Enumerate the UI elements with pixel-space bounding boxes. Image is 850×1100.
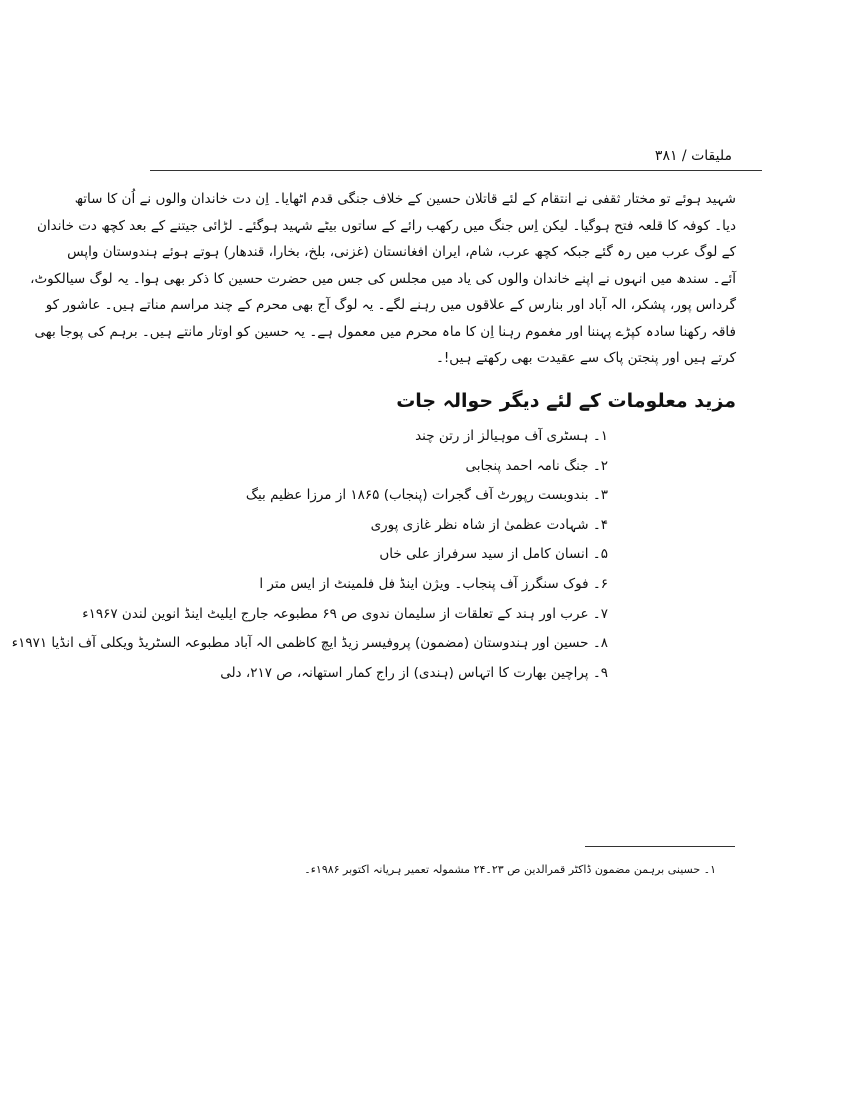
body-line: کرتے ہیں اور پنجتن پاک سے عقیدت بھی رکھتے ہیں!۔ [435, 350, 736, 366]
reference-item: ۴۔ شہادت عظمیٰ از شاہ نظر غازی پوری [370, 516, 608, 533]
body-line: گرداس پور، پشکر، الہ آباد اور بنارس کے علاقوں میں رہنے لگے۔ یہ لوگ آج بھی محرم کے چند مراسم مناتے ہیں۔ عاشور کو [45, 297, 736, 313]
footnote: ۱۔ حسینی برہمن مضمون ڈاکٹر قمرالدین ص ۲۳۔۲۴ مشمولہ تعمیر ہریانہ اکتوبر ۱۹۸۶ء۔ [304, 863, 716, 876]
reference-item: ۱۔ ہسٹری آف موہیالز از رتن چند [415, 428, 608, 444]
running-header: ملیقات / ۳۸۱ [654, 148, 732, 164]
reference-item: ۸۔ حسین اور ہندوستان (مضمون) پروفیسر زیڈ ایچ کاظمی الہ آباد مطبوعہ السٹریڈ ویکلی آف انڈیا ۱۹۷۱ء [11, 635, 608, 652]
body-line: فاقہ رکھنا سادہ کپڑے پہننا اور مغموم رہنا اِن کا ماہ محرم میں معمول ہے۔ یہ حسین کو اوتار مانتے ہیں۔ برہم کی پوجا بھی [34, 323, 736, 340]
footnote-rule [585, 846, 735, 847]
references-heading: مزید معلومات کے لئے دیگر حوالہ جات [396, 390, 736, 412]
reference-item: ۶۔ فوک سنگرز آف پنجاب۔ ویژن اینڈ فل فلمینٹ از ایس متر ا [259, 575, 608, 592]
header-rule [150, 170, 762, 171]
body-line: کے لوگ عرب میں رہ گئے جبکہ کچھ عرب، شام، ایران افغانستان (غزنی، بلخ، بخارا، قندھار) ہوتے ہوئے ہندوستان واپس [67, 244, 736, 260]
reference-item: ۳۔ بندوبست رپورٹ آف گجرات (پنجاب) ۱۸۶۵ از مرزا عظیم بیگ [245, 487, 608, 504]
reference-item: ۵۔ انسان کامل از سید سرفراز علی خاں [379, 546, 608, 563]
reference-item: ۷۔ عرب اور ہند کے تعلقات از سلیمان ندوی ص ۶۹ مطبوعہ جارج ایلیٹ اینڈ انوین لندن ۱۹۶۷ء [82, 605, 608, 622]
body-paragraph [30, 186, 736, 372]
body-line: شہید ہوئے تو مختار ثقفی نے انتقام کے لئے قاتلان حسین کے خلاف جنگی قدم اٹھایا۔ اِن دت خاندان والوں نے اُن کا ساتھ [74, 191, 736, 207]
body-line: آئے۔ سندھ میں انہوں نے اپنے خاندان والوں کی یاد میں مجلس کی جس میں حضرت حسین کا ذکر بھی ہوا۔ یہ لوگ سیالکوٹ، [30, 270, 736, 287]
body-line: دیا۔ کوفہ کا قلعہ فتح ہوگیا۔ لیکن اِس جنگ میں رکھب رائے کے ساتوں بیٹے شہید ہوگئے۔ لڑائی جیتنے کے بعد کچھ دت خاندان [36, 217, 736, 234]
reference-item: ۲۔ جنگ نامہ احمد پنجابی [465, 457, 608, 474]
reference-item: ۹۔ پراچین بھارت کا اتہاس (ہندی) از راج کمار استھانہ، ص ۲۱۷، دلی [220, 664, 608, 681]
references-list [11, 422, 736, 688]
